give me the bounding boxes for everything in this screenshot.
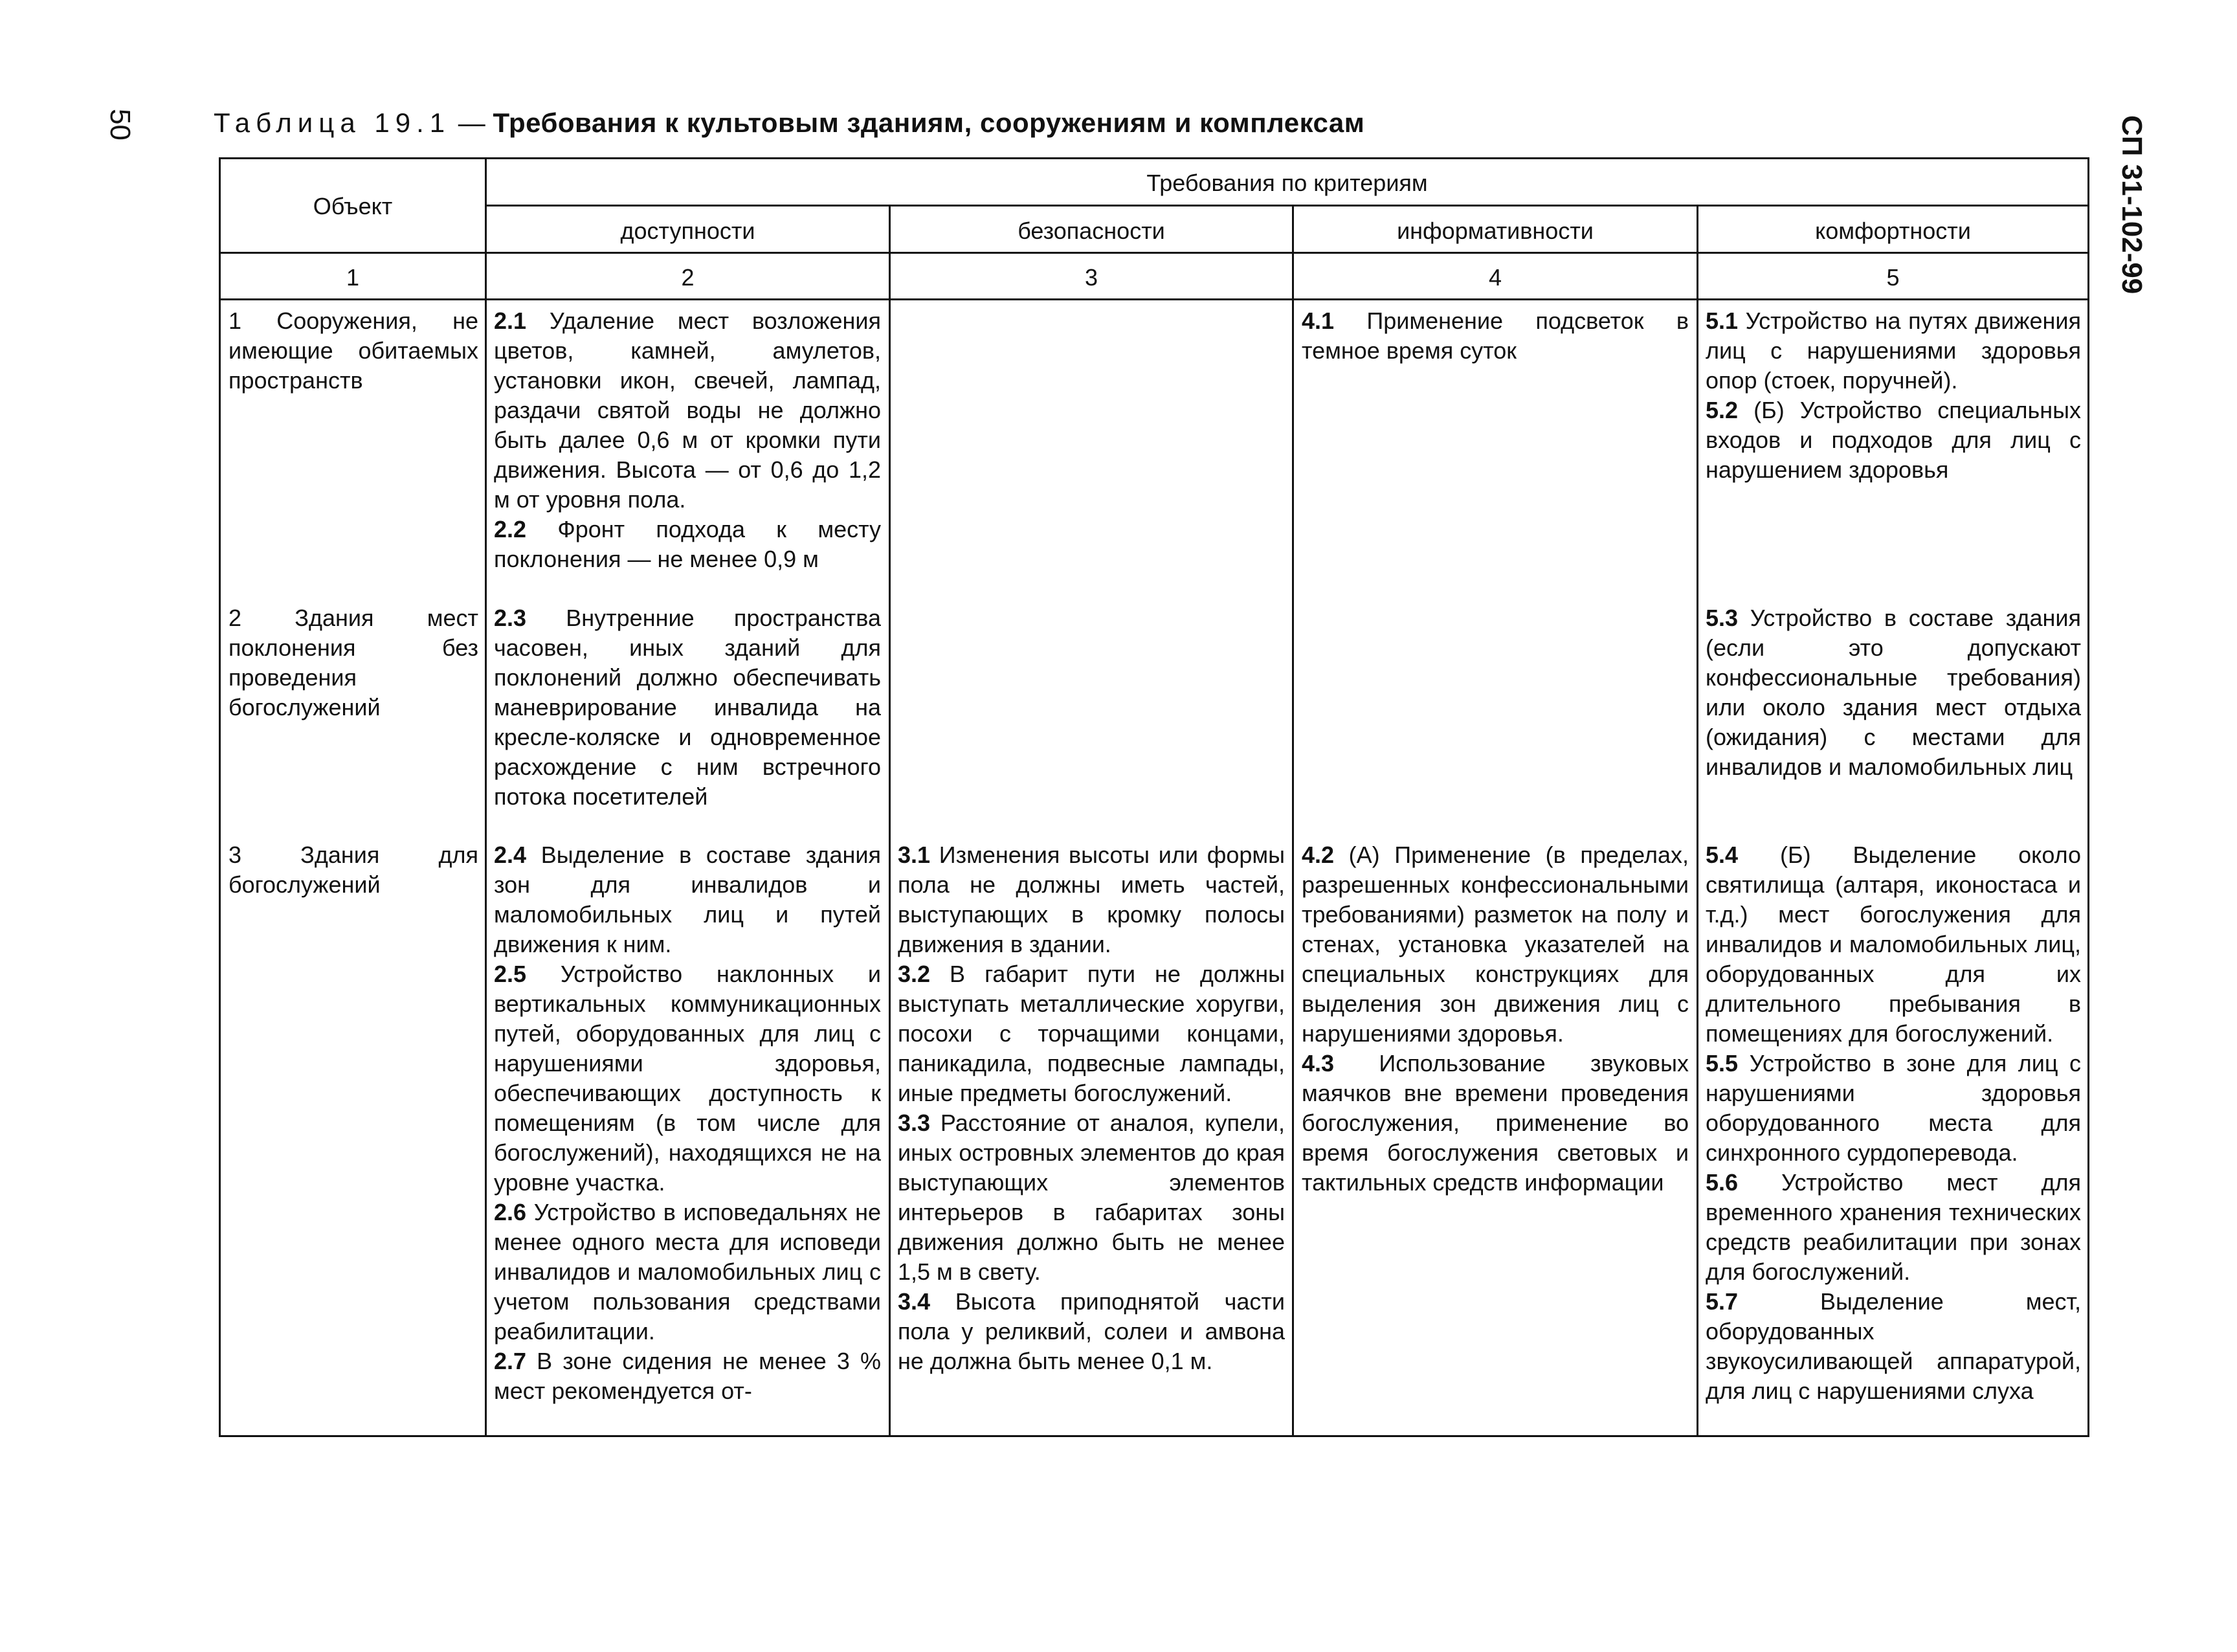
requirements-table bbox=[219, 157, 2089, 1437]
requirement-item bbox=[494, 515, 881, 574]
requirement-number: 2.4 bbox=[494, 842, 527, 868]
requirement-text: Выделение мест, оборудованных звукоусиливающей аппаратурой, для лиц с нарушениями слуха bbox=[1706, 1288, 2081, 1404]
requirement-cell bbox=[494, 840, 881, 1406]
requirement-number: 3.4 bbox=[898, 1288, 931, 1315]
requirement-item bbox=[1302, 840, 1689, 1049]
requirement-text: В зоне сидения не менее 3 % мест рекомендуется от- bbox=[494, 1348, 881, 1404]
requirement-number: 3.1 bbox=[898, 842, 931, 868]
requirement-text: Изменения высоты или формы пола не должны иметь частей, выступающих в кромку полосы движения в здании. bbox=[898, 842, 1285, 957]
requirement-item bbox=[898, 840, 1285, 959]
column-number: 4 bbox=[1488, 264, 1502, 291]
requirement-item bbox=[1302, 1049, 1689, 1198]
requirement-text: (Б) Выделение около святилища (алтаря, иконостаса и т.д.) мест богослужения для инвалидов и маломобильных лиц, оборудованных для их длительного пребывания в помещениях для богослужений. bbox=[1706, 842, 2081, 1047]
requirement-item bbox=[494, 603, 881, 812]
requirement-number: 2.7 bbox=[494, 1348, 527, 1374]
requirement-text: Устройство наклонных и вертикальных коммуникационных путей, оборудованных для лиц с нарушениями здоровья, обеспечивающих доступность к помещениям (в том числе для богослужений), находящихся не на уровне участка. bbox=[494, 961, 881, 1196]
header-safety: безопасности bbox=[1018, 218, 1165, 244]
requirement-item bbox=[1706, 396, 2081, 485]
requirement-text: Устройство в зоне для лиц с нарушениями здоровья оборудованного места для синхронного сурдоперевода. bbox=[1706, 1050, 2081, 1166]
requirement-number: 3.2 bbox=[898, 961, 931, 987]
requirement-text: (А) Применение (в пределах, разрешенных конфессиональными требованиями) разметок на полу и стенах, установка указателей на специальных конструкциях для выделения зон движения лиц с нарушениями здоровья. bbox=[1302, 842, 1689, 1047]
requirement-item bbox=[494, 959, 881, 1198]
requirement-item bbox=[494, 306, 881, 515]
requirement-number: 5.5 bbox=[1706, 1050, 1739, 1077]
requirement-item bbox=[494, 840, 881, 959]
requirement-text: Устройство в составе здания (если это допускают конфессиональные требования) или около здания мест отдыха (ожидания) с местами для инвалидов и маломобильных лиц bbox=[1706, 605, 2081, 780]
table-rule bbox=[485, 205, 2087, 206]
requirement-number: 2.3 bbox=[494, 605, 527, 631]
requirement-number: 4.1 bbox=[1302, 307, 1335, 334]
requirement-text: Выделение в составе здания зон для инвалидов и маломобильных лиц и путей движения к ним. bbox=[494, 842, 881, 957]
header-object: Объект bbox=[313, 193, 393, 219]
requirement-text: Расстояние от аналоя, купели, иных островных элементов до края выступающих элементов интерьеров в габаритах зоны движения должно быть не менее 1,5 м в свету. bbox=[898, 1110, 1285, 1285]
column-number: 5 bbox=[1886, 264, 1900, 291]
requirement-cell bbox=[494, 603, 881, 812]
table-rule bbox=[1292, 206, 1294, 1435]
row-object: 2 Здания мест поклонения без проведения богослужений bbox=[228, 605, 478, 720]
requirement-item bbox=[898, 1108, 1285, 1287]
requirement-number: 4.2 bbox=[1302, 842, 1335, 868]
requirement-text: Удаление мест возложения цветов, камней, амулетов, установки икон, свечей, лампад, раздачи святой воды не должно быть далее 0,6 м от кромки пути движения. Высота — от 0,6 до 1,2 м от уровня пола. bbox=[494, 307, 881, 513]
requirement-number: 2.2 bbox=[494, 516, 527, 542]
page-number: 50 bbox=[104, 109, 136, 140]
requirement-item bbox=[1706, 1049, 2081, 1168]
requirement-number: 5.4 bbox=[1706, 842, 1739, 868]
table-rule bbox=[889, 206, 891, 1435]
requirement-cell bbox=[898, 840, 1285, 1376]
requirement-text: Использование звуковых маячков вне времени проведения богослужения, применение во время богослужения световых и тактильных средств информации bbox=[1302, 1050, 1689, 1196]
document-code: СП 31-102-99 bbox=[2116, 115, 2148, 295]
requirement-number: 5.6 bbox=[1706, 1169, 1739, 1196]
column-number: 1 bbox=[346, 264, 360, 291]
header-comfort: комфортности bbox=[1815, 218, 1971, 244]
column-number: 2 bbox=[681, 264, 695, 291]
requirement-text: Применение подсветок в темное время суток bbox=[1302, 307, 1689, 364]
requirement-number: 2.6 bbox=[494, 1199, 527, 1225]
requirement-text: В габарит пути не должны выступать металлические хоругви, посохи с торчащими концами, паникадила, подвесные лампады, иные предметы богослужений. bbox=[898, 961, 1285, 1106]
requirement-text: Устройство на путях движения лиц с нарушениями здоровья опор (стоек, поручней). bbox=[1706, 307, 2081, 394]
requirement-item bbox=[1706, 603, 2081, 782]
header-criteria: Требования по критериям bbox=[1146, 170, 1428, 196]
table-rule bbox=[485, 159, 487, 1435]
requirement-item bbox=[494, 1198, 881, 1346]
requirement-text: Фронт подхода к месту поклонения — не менее 0,9 м bbox=[494, 516, 881, 572]
requirement-text: (Б) Устройство специальных входов и подходов для лиц с нарушением здоровья bbox=[1706, 397, 2081, 483]
requirement-cell bbox=[1706, 306, 2081, 485]
requirement-number: 5.7 bbox=[1706, 1288, 1739, 1315]
table-rule bbox=[221, 298, 2087, 300]
requirement-item bbox=[1706, 1168, 2081, 1287]
requirement-item bbox=[1302, 306, 1689, 366]
requirement-cell bbox=[1706, 603, 2081, 782]
requirement-number: 5.3 bbox=[1706, 605, 1739, 631]
table-rule bbox=[221, 252, 2087, 254]
requirement-number: 2.5 bbox=[494, 961, 527, 987]
requirement-cell bbox=[1302, 840, 1689, 1198]
requirement-number: 5.1 bbox=[1706, 307, 1739, 334]
requirement-number: 2.1 bbox=[494, 307, 527, 334]
requirement-text: Высота приподнятой части пола у реликвий, солеи и амвона не должна быть менее 0,1 м. bbox=[898, 1288, 1285, 1374]
table-caption-title: Требования к культовым зданиям, сооружениям и комплексам bbox=[493, 107, 1365, 138]
requirement-text: Внутренние пространства часовен, иных зданий для поклонений должно обеспечивать маневрирование инвалида на кресле-коляске и одновременное расхождение с ним встречного потока посетителей bbox=[494, 605, 881, 810]
requirement-item bbox=[1706, 306, 2081, 396]
requirement-item bbox=[1706, 840, 2081, 1049]
column-number: 3 bbox=[1084, 264, 1098, 291]
row-object: 3 Здания для богослужений bbox=[228, 842, 478, 898]
requirement-item bbox=[1706, 1287, 2081, 1406]
requirement-number: 3.3 bbox=[898, 1110, 931, 1136]
table-caption-dash: — bbox=[451, 107, 493, 138]
requirement-cell bbox=[1302, 306, 1689, 366]
table-caption-label: Таблица 19.1 bbox=[214, 107, 451, 138]
header-accessibility: доступности bbox=[620, 218, 755, 244]
table-rule bbox=[1697, 206, 1698, 1435]
requirement-item bbox=[898, 1287, 1285, 1376]
requirement-item bbox=[494, 1346, 881, 1406]
requirement-cell bbox=[1706, 840, 2081, 1406]
header-informativeness: информативности bbox=[1397, 218, 1594, 244]
requirement-number: 4.3 bbox=[1302, 1050, 1335, 1077]
requirement-text: Устройство мест для временного хранения технических средств реабилитации при зонах для богослужений. bbox=[1706, 1169, 2081, 1285]
table-caption bbox=[214, 107, 1364, 139]
row-object: 1 Сооружения, не имеющие обитаемых пространств bbox=[228, 307, 478, 394]
requirement-text: Устройство в исповедальнях не менее одного места для исповеди инвалидов и маломобильных лиц с учетом пользования средствами реабилитации. bbox=[494, 1199, 881, 1345]
requirement-number: 5.2 bbox=[1706, 397, 1739, 423]
requirement-item bbox=[898, 959, 1285, 1108]
requirement-cell bbox=[494, 306, 881, 574]
